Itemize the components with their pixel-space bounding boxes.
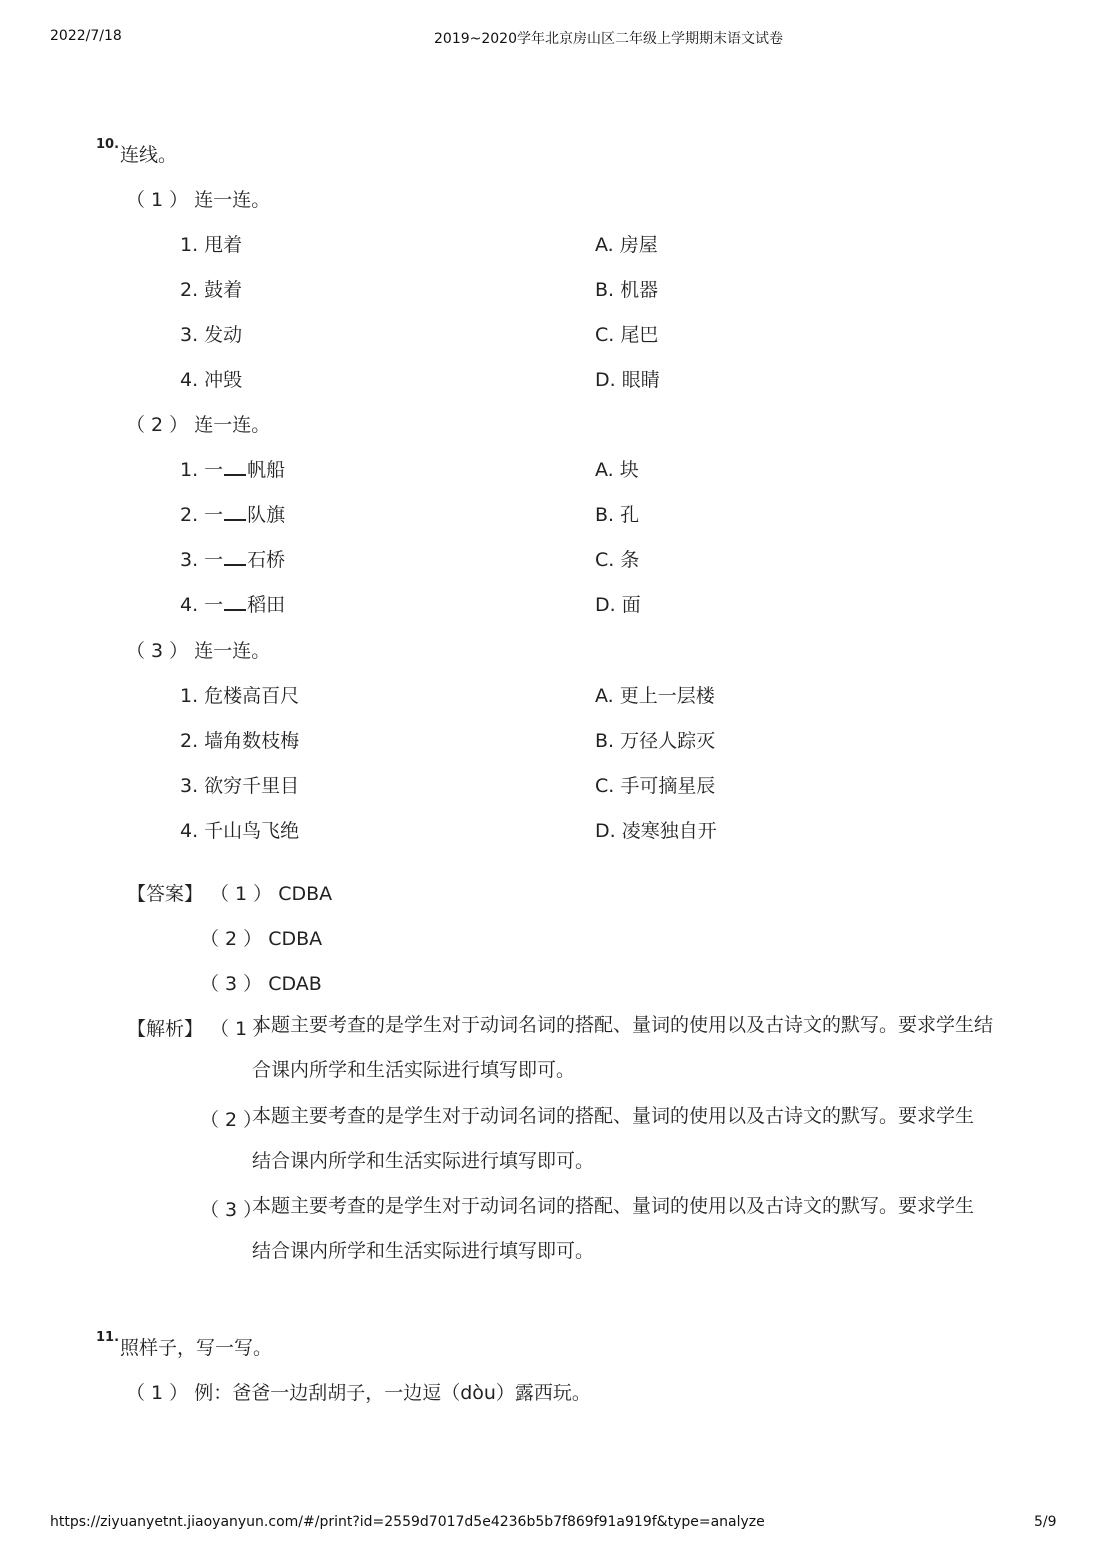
- blank-line: [224, 550, 246, 566]
- left-item: 3. 欲穷千里目: [180, 775, 300, 797]
- analysis-text: 本题主要考查的是学生对于动词名词的搭配、量词的使用以及古诗文的默写。要求学生结合课内所学和生活实际进行填写即可。: [252, 1195, 975, 1262]
- left-item-prefix: 1. 一: [180, 459, 224, 481]
- left-item-suffix: 队旗: [247, 504, 286, 526]
- footer-url: https://ziyuanyetnt.jiaoyanyun.com/#/print?id=2559d7017d5e4236b5b7f869f91a919f&type=analyze: [50, 1514, 765, 1530]
- header-title: 2019~2020学年北京房山区二年级上学期期末语文试卷: [434, 31, 783, 47]
- part-label: （ 1 ） 连一连。: [126, 189, 271, 211]
- right-item: A. 房屋: [595, 234, 658, 256]
- answer-item: （ 2 ） CDBA: [200, 928, 323, 950]
- analysis-number: （ 1 ）: [210, 1018, 273, 1040]
- right-item: B. 孔: [595, 504, 640, 526]
- right-item: D. 眼睛: [595, 369, 660, 391]
- answer-item: （ 3 ） CDAB: [200, 973, 322, 995]
- right-item: A. 更上一层楼: [595, 685, 715, 707]
- left-item: 2. 墙角数枝梅: [180, 730, 300, 752]
- left-item: 4. 冲毁: [180, 369, 243, 391]
- analysis-number: （ 3 ）: [200, 1199, 263, 1221]
- part-label: （ 3 ） 连一连。: [126, 640, 271, 662]
- question-title: 照样子，写一写。: [120, 1337, 273, 1359]
- blank-line: [224, 595, 246, 611]
- left-item: 2. 鼓着: [180, 279, 243, 301]
- right-item: A. 块: [595, 459, 639, 481]
- left-item-prefix: 3. 一: [180, 549, 224, 571]
- right-item: D. 面: [595, 594, 641, 616]
- right-item: B. 万径人踪灭: [595, 730, 716, 752]
- answer-item: （ 1 ） CDBA: [210, 883, 333, 905]
- left-item: [180, 455, 285, 482]
- left-item: 4. 千山鸟飞绝: [180, 820, 300, 842]
- left-item-prefix: 4. 一: [180, 594, 224, 616]
- question-number: 10.: [96, 137, 120, 152]
- left-item: 1. 甩着: [180, 234, 243, 256]
- analysis-text: 本题主要考查的是学生对于动词名词的搭配、量词的使用以及古诗文的默写。要求学生结合课内所学和生活实际进行填写即可。: [252, 1014, 994, 1081]
- right-item: B. 机器: [595, 279, 659, 301]
- page-number: 5/9: [1034, 1514, 1057, 1530]
- left-item-suffix: 石桥: [247, 549, 286, 571]
- right-item: D. 凌寒独自开: [595, 820, 717, 842]
- header-date: 2022/7/18: [50, 28, 122, 44]
- left-item: 1. 危楼高百尺: [180, 685, 300, 707]
- blank-line: [224, 505, 246, 521]
- left-item: 3. 发动: [180, 324, 243, 346]
- right-item: C. 手可摘星辰: [595, 775, 716, 797]
- left-item: [180, 590, 285, 617]
- question-title: 连线。: [120, 144, 178, 166]
- answer-tag: 【答案】: [127, 883, 204, 905]
- left-item-suffix: 帆船: [247, 459, 286, 481]
- left-item: [180, 545, 285, 572]
- left-item: [180, 500, 285, 527]
- example-line: （ 1 ） 例：爸爸一边刮胡子，一边逗（dòu）露西玩。: [126, 1382, 591, 1404]
- blank-line: [224, 460, 246, 476]
- part-label: （ 2 ） 连一连。: [126, 414, 271, 436]
- question-number: 11.: [96, 1330, 120, 1345]
- right-item: C. 尾巴: [595, 324, 659, 346]
- right-item: C. 条: [595, 549, 640, 571]
- analysis-number: （ 2 ）: [200, 1109, 263, 1131]
- left-item-prefix: 2. 一: [180, 504, 224, 526]
- analysis-text: 本题主要考查的是学生对于动词名词的搭配、量词的使用以及古诗文的默写。要求学生结合课内所学和生活实际进行填写即可。: [252, 1105, 975, 1172]
- analysis-tag: 【解析】: [127, 1018, 204, 1040]
- left-item-suffix: 稻田: [247, 594, 286, 616]
